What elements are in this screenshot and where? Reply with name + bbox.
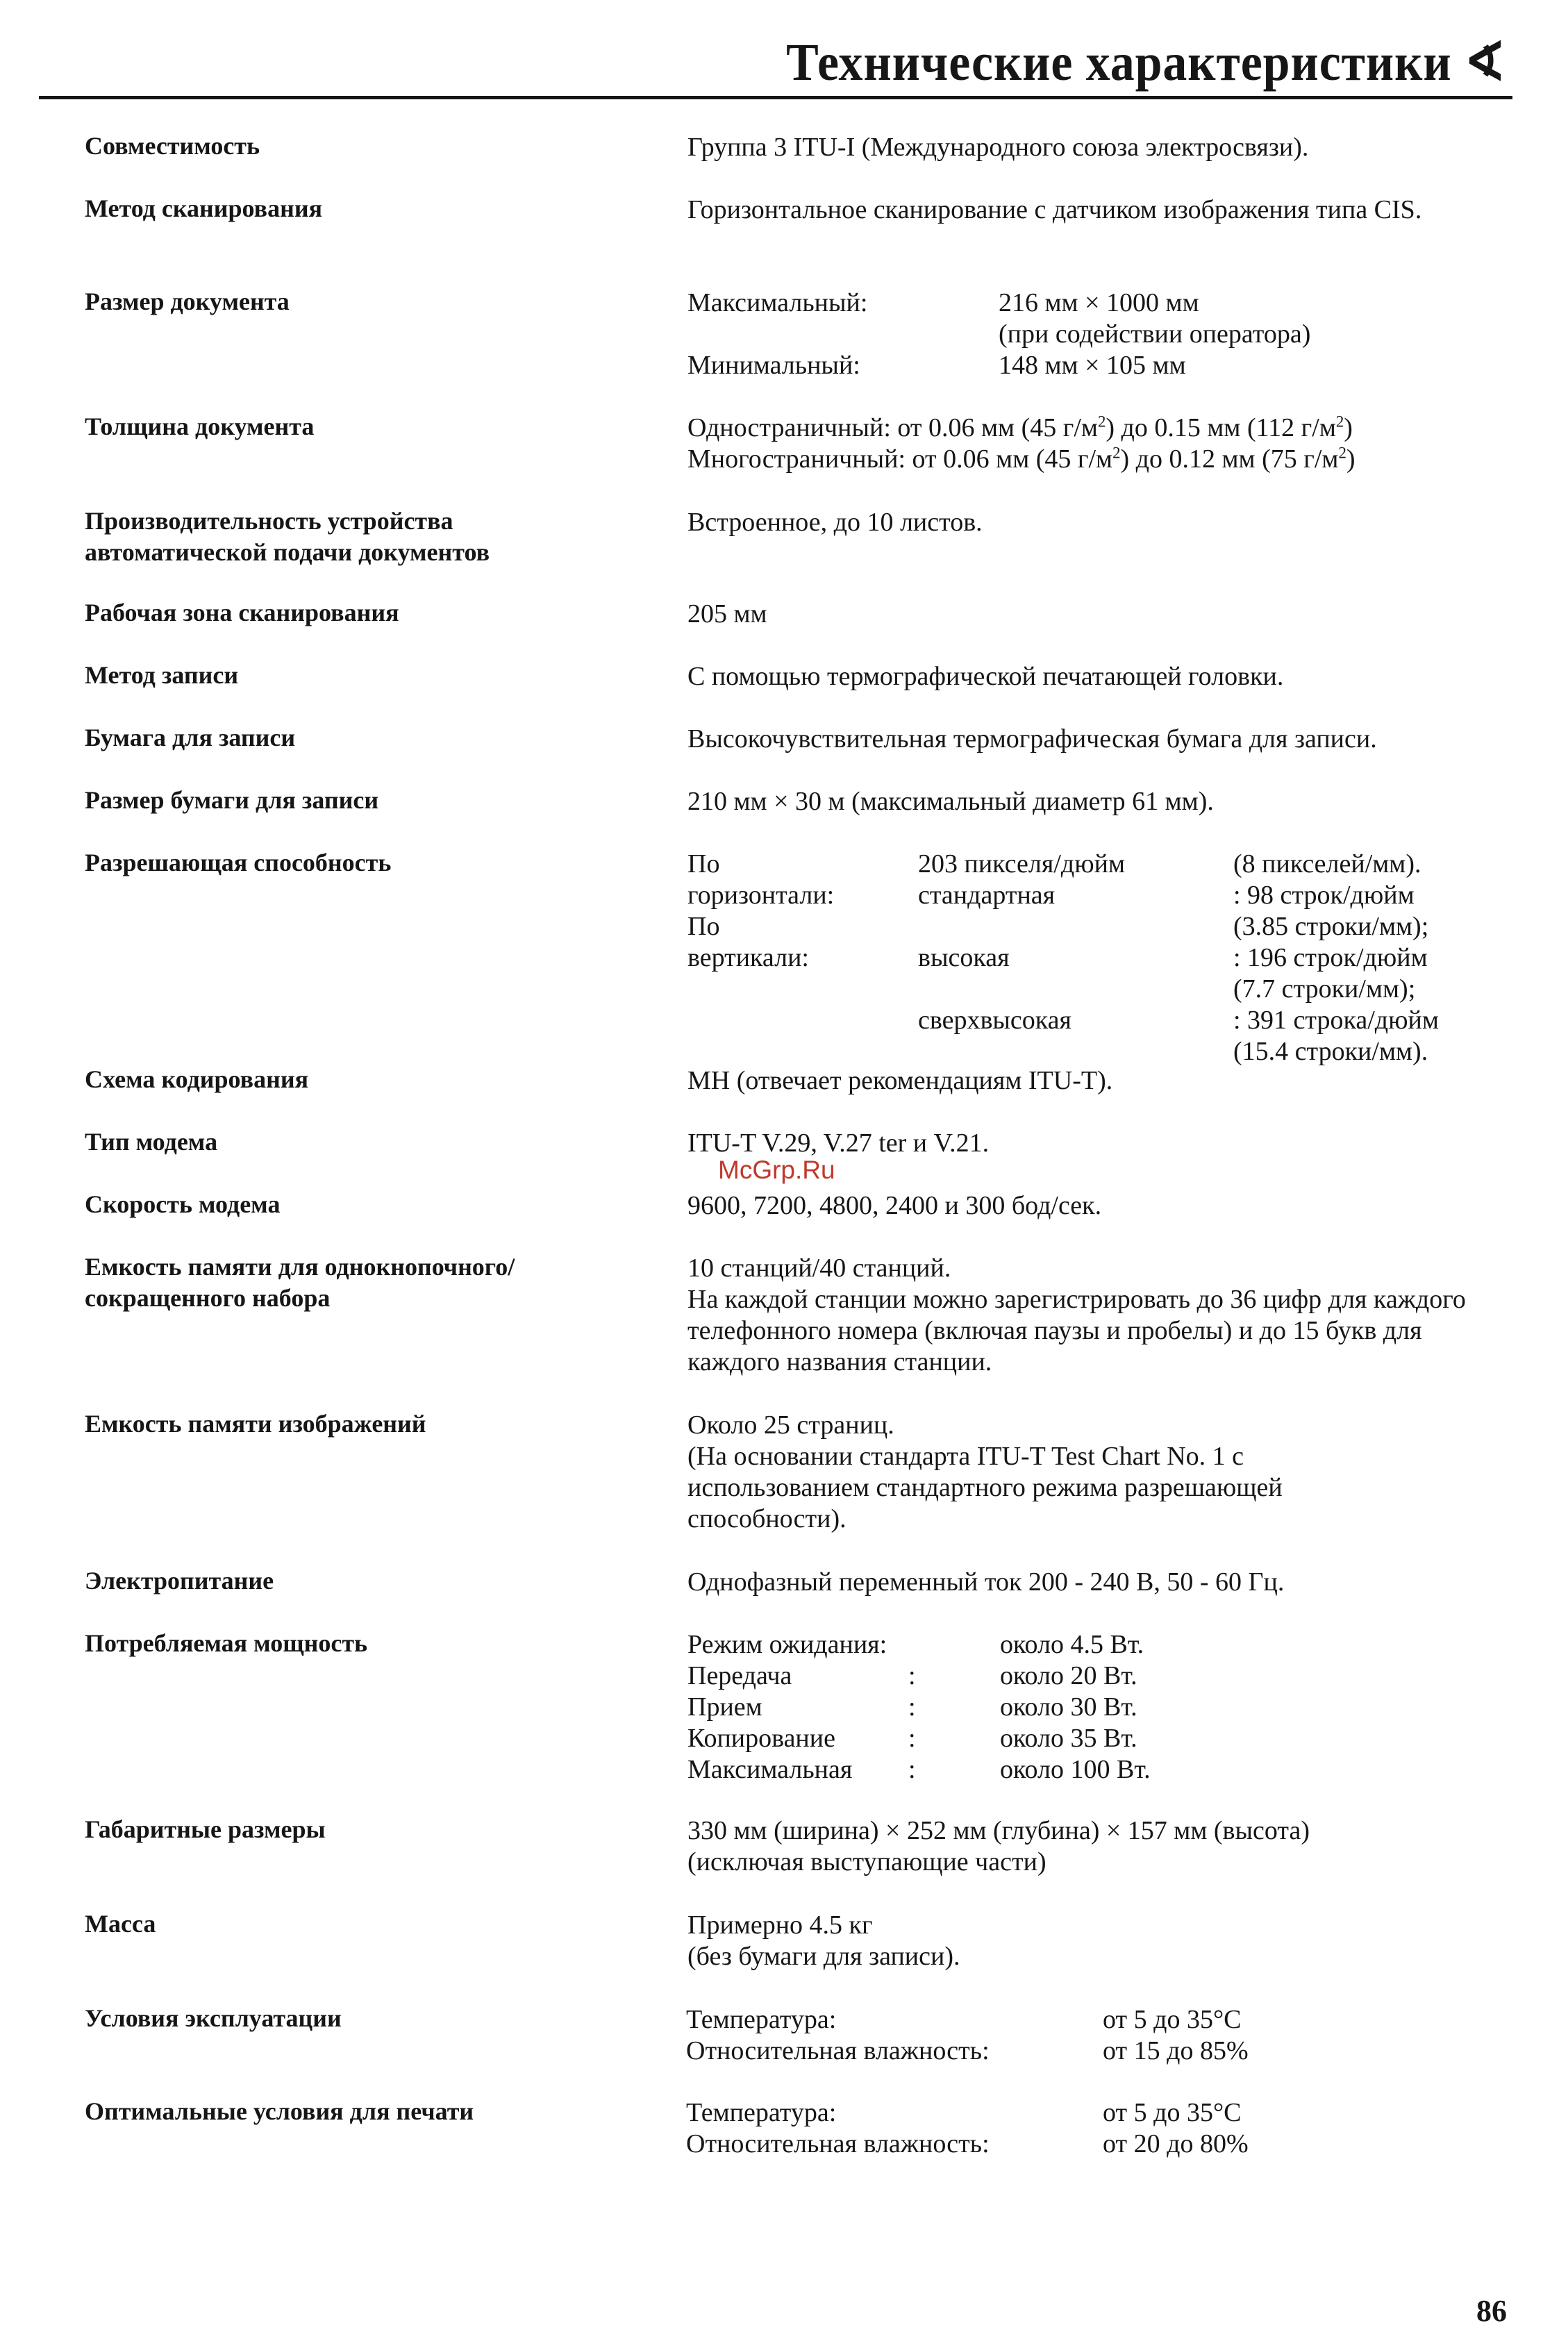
consumption-mode: Максимальная (687, 1755, 853, 1784)
watermark-link[interactable]: McGrp.Ru (718, 1156, 835, 1184)
spec-note-weight: (без бумаги для записи). (687, 1942, 960, 1971)
spec-label-coding-scheme: Схема кодирования (85, 1065, 309, 1093)
consumption-mode: Режим ожидания: (687, 1630, 887, 1659)
resolution-mode: сверхвысокая (918, 1006, 1072, 1035)
doc-size-max-note: (при содействии оператора) (999, 319, 1311, 349)
spec-label-document-size: Размер документа (85, 288, 290, 315)
resolution-value: (15.4 строки/мм). (1233, 1037, 1428, 1066)
consumption-mode: Копирование (687, 1724, 835, 1753)
spec-label-dimensions: Габаритные размеры (85, 1815, 326, 1843)
spec-value-adf-capacity: Встроенное, до 10 листов. (687, 508, 983, 537)
resolution-axis-label: вертикали: (687, 943, 809, 972)
spec-value-scan-method: Горизонтальное сканирование с датчиком изображения типа CIS. (687, 195, 1422, 224)
spec-value-dial-memory: 10 станций/40 станций. (687, 1254, 951, 1283)
title-rule (39, 96, 1512, 99)
spec-note-dimensions: (исключая выступающие части) (687, 1847, 1046, 1876)
spec-value-modem-type: ITU-T V.29, V.27 ter и V.21. (687, 1129, 990, 1158)
spec-value-weight: Примерно 4.5 кг (687, 1911, 873, 1940)
spec-value-coding-scheme: MH (отвечает рекомендациям ITU-T). (687, 1066, 1113, 1095)
consumption-mode: Передача (687, 1661, 792, 1690)
page-number: 86 (1476, 2294, 1507, 2328)
resolution-value: (3.85 строки/мм); (1233, 912, 1429, 941)
spec-value-recording-method: С помощью термографической печатающей головки. (687, 662, 1284, 691)
spec-label-scan-method: Метод сканирования (85, 194, 323, 222)
spec-label-document-thickness: Толщина документа (85, 413, 315, 440)
spec-value-modem-speed: 9600, 7200, 4800, 2400 и 300 бод/сек. (687, 1191, 1102, 1220)
spec-label-compatibility: Совместимость (85, 132, 260, 160)
resolution-value: : 196 строк/дюйм (1233, 943, 1428, 972)
spec-label-image-memory: Емкость памяти изображений (85, 1410, 426, 1438)
doc-size-min-key: Минимальный: (687, 351, 860, 380)
resolution-mode: стандартная (918, 881, 1056, 910)
thickness-multi-page: Многостраничный: от 0.06 мм (45 $г/м^2$) до 0.12 мм (75 $г/м^2$) (687, 444, 1356, 474)
printing-temperature-value: от 5 до 35°C (1103, 2098, 1242, 2127)
consumption-mode: Прием (687, 1692, 762, 1722)
spec-value-scan-area: 205 мм (687, 599, 767, 629)
operating-temperature-key: Температура: (686, 2005, 837, 2034)
resolution-mode: высокая (918, 943, 1010, 972)
spec-label-weight: Масса (85, 1910, 156, 1938)
consumption-value: около 35 Вт. (1000, 1724, 1137, 1753)
spec-label-modem-speed: Скорость модема (85, 1190, 281, 1218)
spec-label-scan-area: Рабочая зона сканирования (85, 599, 399, 626)
spec-label-power-consumption: Потребляемая мощность (85, 1629, 368, 1657)
resolution-axis-label: По (687, 849, 720, 879)
thickness-single-page: Одностраничный: от 0.06 мм (45 $г/м^2$) до 0.15 мм (112 $г/м^2$) (687, 413, 1353, 442)
spec-value-image-memory: Около 25 страниц. (687, 1410, 894, 1440)
spec-label-recording-method: Метод записи (85, 661, 239, 689)
resolution-value: (8 пикселей/мм). (1233, 849, 1421, 879)
consumption-colon: : (908, 1755, 916, 1784)
printing-humidity-key: Относительная влажность: (686, 2129, 990, 2158)
consumption-colon: : (908, 1661, 916, 1690)
spec-label-recording-paper-size: Размер бумаги для записи (85, 786, 379, 814)
spec-label-power-supply: Электропитание (85, 1567, 274, 1595)
spec-value-recording-paper: Высокочувствительная термографическая бумага для записи. (687, 724, 1377, 754)
spec-label-recording-paper: Бумага для записи (85, 724, 296, 751)
spec-value-recording-paper-size: 210 мм × 30 м (максимальный диаметр 61 мм). (687, 787, 1214, 816)
consumption-value: около 30 Вт. (1000, 1692, 1137, 1722)
spec-label-modem-type: Тип модема (85, 1128, 218, 1156)
consumption-colon: : (908, 1692, 916, 1722)
spec-label-adf-capacity: Производительность устройства автоматической подачи документов (85, 507, 490, 566)
resolution-axis-label: По (687, 912, 720, 941)
resolution-axis-label: горизонтали: (687, 881, 835, 910)
printing-temperature-key: Температура: (686, 2098, 837, 2127)
spec-label-printing-conditions: Оптимальные условия для печати (85, 2097, 474, 2125)
resolution-value: : 98 строк/дюйм (1233, 881, 1415, 910)
doc-size-max-key: Максимальный: (687, 288, 868, 317)
spec-note-image-memory: (На основании стандарта ITU-T Test Chart No. 1 с использованием стандартного режима разрешающей способности). (687, 1442, 1283, 1533)
printing-humidity-value: от 20 до 80% (1103, 2129, 1249, 2158)
consumption-value: около 4.5 Вт. (1000, 1630, 1144, 1659)
resolution-mode: 203 пикселя/дюйм (918, 849, 1125, 879)
resolution-value: : 391 строка/дюйм (1233, 1006, 1439, 1035)
spec-label-dial-memory: Емкость памяти для однокнопочного/сокращенного набора (85, 1253, 515, 1312)
operating-humidity-key: Относительная влажность: (686, 2036, 990, 2065)
spec-label-resolution: Разрешающая способность (85, 849, 392, 876)
spec-note-dial-memory: На каждой станции можно зарегистрировать до 36 цифр для каждого телефонного номера (включая паузы и пробелы) и до 15 букв для каждого названия станции. (687, 1285, 1466, 1376)
doc-size-min-value: 148 мм × 105 мм (999, 351, 1186, 380)
resolution-value: (7.7 строки/мм); (1233, 974, 1416, 1004)
spec-value-compatibility: Группа 3 ITU-I (Международного союза электросвязи). (687, 133, 1309, 162)
spec-label-operating-conditions: Условия эксплуатации (85, 2004, 342, 2032)
spec-value-power-supply: Однофазный переменный ток 200 - 240 В, 50 - 60 Гц. (687, 1567, 1285, 1597)
doc-size-max-value: 216 мм × 1000 мм (999, 288, 1199, 317)
consumption-colon: : (908, 1724, 916, 1753)
consumption-value: около 100 Вт. (1000, 1755, 1151, 1784)
spec-value-dimensions: 330 мм (ширина) × 252 мм (глубина) × 157 мм (высота) (687, 1816, 1310, 1845)
operating-humidity-value: от 15 до 85% (1103, 2036, 1249, 2065)
consumption-value: около 20 Вт. (1000, 1661, 1137, 1690)
page-title: Технические характеристики ∢ (785, 33, 1506, 92)
operating-temperature-value: от 5 до 35°C (1103, 2005, 1242, 2034)
